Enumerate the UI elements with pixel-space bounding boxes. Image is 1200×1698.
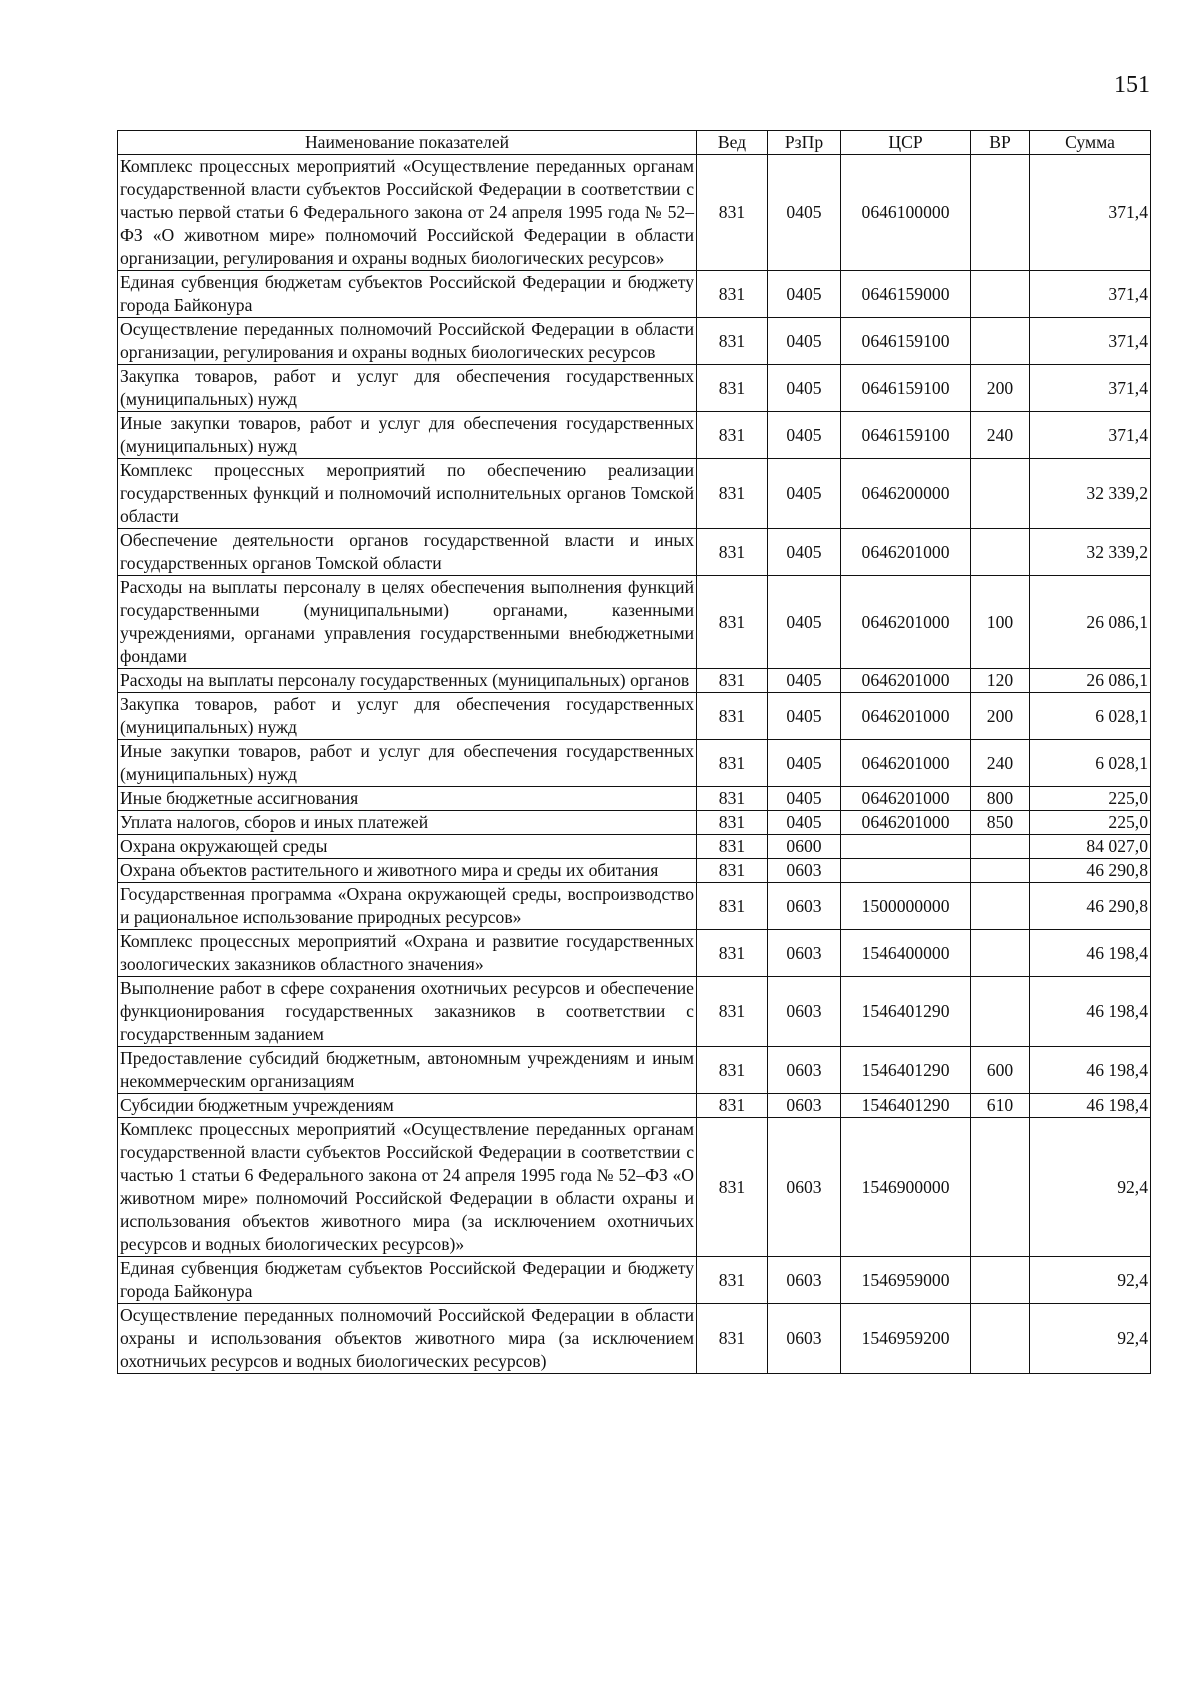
table-row [118,412,1151,459]
table-row [118,1094,1151,1118]
cell-name: Единая субвенция бюджетам субъектов Российской Федерации и бюджету города Байконура [118,271,697,318]
cell-vr [971,529,1030,576]
cell-rzpr: 0405 [768,412,841,459]
cell-name: Закупка товаров, работ и услуг для обеспечения государственных (муниципальных) нужд [118,693,697,740]
cell-vr: 200 [971,693,1030,740]
cell-ved: 831 [697,1118,768,1257]
cell-vr [971,977,1030,1047]
cell-sum: 371,4 [1030,155,1151,271]
cell-rzpr: 0405 [768,811,841,835]
cell-name: Охрана окружающей среды [118,835,697,859]
cell-name: Осуществление переданных полномочий Российской Федерации в области охраны и использования объектов животного мира (за исключением охотничьих ресурсов и водных биологических ресурсов) [118,1304,697,1374]
cell-rzpr: 0405 [768,669,841,693]
cell-name: Уплата налогов, сборов и иных платежей [118,811,697,835]
table-row [118,835,1151,859]
cell-rzpr: 0603 [768,1047,841,1094]
cell-csr: 0646201000 [841,576,971,669]
cell-rzpr: 0600 [768,835,841,859]
table-row [118,693,1151,740]
cell-name: Комплекс процессных мероприятий по обеспечению реализации государственных функций и полномочий исполнительных органов Томской области [118,459,697,529]
cell-ved: 831 [697,835,768,859]
table-row [118,930,1151,977]
table-row [118,859,1151,883]
cell-vr: 610 [971,1094,1030,1118]
cell-vr [971,930,1030,977]
cell-vr: 600 [971,1047,1030,1094]
cell-csr: 0646159000 [841,271,971,318]
cell-rzpr: 0405 [768,740,841,787]
cell-vr [971,1118,1030,1257]
cell-ved: 831 [697,930,768,977]
budget-table [117,130,1151,1374]
table-row [118,1257,1151,1304]
cell-rzpr: 0405 [768,529,841,576]
cell-ved: 831 [697,271,768,318]
table-row [118,318,1151,365]
cell-vr [971,271,1030,318]
table-row [118,459,1151,529]
cell-vr [971,155,1030,271]
header-ved: Вед [697,131,768,155]
cell-rzpr: 0603 [768,1118,841,1257]
cell-ved: 831 [697,529,768,576]
cell-name: Комплекс процессных мероприятий «Охрана и развитие государственных зоологических заказников областного значения» [118,930,697,977]
cell-sum: 225,0 [1030,811,1151,835]
table-row [118,740,1151,787]
header-csr: ЦСР [841,131,971,155]
cell-rzpr: 0405 [768,271,841,318]
cell-name: Осуществление переданных полномочий Российской Федерации в области организации, регулирования и охраны водных биологических ресурсов [118,318,697,365]
cell-name: Государственная программа «Охрана окружающей среды, воспроизводство и рациональное использование природных ресурсов» [118,883,697,930]
cell-vr: 200 [971,365,1030,412]
table-row [118,1118,1151,1257]
cell-sum: 371,4 [1030,271,1151,318]
cell-name: Обеспечение деятельности органов государственной власти и иных государственных органов Томской области [118,529,697,576]
cell-ved: 831 [697,693,768,740]
cell-name: Комплекс процессных мероприятий «Осуществление переданных органам государственной власти субъектов Российской Федерации в соответствии с частью 1 статьи 6 Федерального закона от 24 апреля 1995 года № 52–ФЗ «О животном мире» полномочий Российской Федерации в области охраны и использования объектов животного мира (за исключением охотничьих ресурсов и водных биологических ресурсов)» [118,1118,697,1257]
cell-rzpr: 0405 [768,693,841,740]
cell-ved: 831 [697,1257,768,1304]
cell-vr [971,1257,1030,1304]
cell-rzpr: 0405 [768,459,841,529]
cell-name: Предоставление субсидий бюджетным, автономным учреждениям и иным некоммерческим организациям [118,1047,697,1094]
cell-name: Закупка товаров, работ и услуг для обеспечения государственных (муниципальных) нужд [118,365,697,412]
cell-name: Единая субвенция бюджетам субъектов Российской Федерации и бюджету города Байконура [118,1257,697,1304]
table-row [118,1047,1151,1094]
cell-ved: 831 [697,883,768,930]
header-name: Наименование показателей [118,131,697,155]
cell-ved: 831 [697,155,768,271]
cell-rzpr: 0603 [768,883,841,930]
table-row [118,811,1151,835]
header-sum: Сумма [1030,131,1151,155]
cell-rzpr: 0603 [768,1304,841,1374]
cell-sum: 6 028,1 [1030,740,1151,787]
cell-ved: 831 [697,977,768,1047]
cell-rzpr: 0405 [768,155,841,271]
table-row [118,787,1151,811]
cell-csr: 1546900000 [841,1118,971,1257]
cell-sum: 92,4 [1030,1257,1151,1304]
cell-sum: 46 198,4 [1030,1047,1151,1094]
cell-csr: 0646201000 [841,529,971,576]
cell-ved: 831 [697,787,768,811]
cell-vr [971,883,1030,930]
table-row [118,576,1151,669]
cell-name: Иные закупки товаров, работ и услуг для обеспечения государственных (муниципальных) нужд [118,412,697,459]
cell-ved: 831 [697,859,768,883]
page-number: 151 [1114,72,1150,98]
cell-csr: 0646159100 [841,318,971,365]
cell-csr: 0646201000 [841,693,971,740]
cell-vr: 800 [971,787,1030,811]
table-row [118,883,1151,930]
cell-ved: 831 [697,811,768,835]
cell-csr: 1546400000 [841,930,971,977]
cell-ved: 831 [697,412,768,459]
cell-rzpr: 0603 [768,1257,841,1304]
cell-sum: 26 086,1 [1030,669,1151,693]
table-row [118,1304,1151,1374]
cell-csr: 0646201000 [841,811,971,835]
cell-sum: 46 198,4 [1030,977,1151,1047]
cell-vr [971,459,1030,529]
cell-rzpr: 0603 [768,1094,841,1118]
cell-vr: 120 [971,669,1030,693]
cell-csr: 0646159100 [841,365,971,412]
table-header-row [118,131,1151,155]
cell-ved: 831 [697,1304,768,1374]
cell-csr: 0646201000 [841,669,971,693]
cell-name: Расходы на выплаты персоналу в целях обеспечения выполнения функций государственными (муниципальными) органами, казенными учреждениями, органами управления государственными внебюджетными фондами [118,576,697,669]
cell-sum: 371,4 [1030,318,1151,365]
cell-sum: 371,4 [1030,412,1151,459]
cell-vr: 240 [971,412,1030,459]
cell-ved: 831 [697,669,768,693]
cell-rzpr: 0603 [768,930,841,977]
cell-ved: 831 [697,318,768,365]
cell-csr: 0646100000 [841,155,971,271]
cell-csr [841,835,971,859]
cell-csr: 1546401290 [841,1094,971,1118]
header-rzpr: РзПр [768,131,841,155]
cell-vr: 850 [971,811,1030,835]
cell-name: Выполнение работ в сфере сохранения охотничьих ресурсов и обеспечение функционирования государственных заказников в соответствии с государственным заданием [118,977,697,1047]
table-row [118,529,1151,576]
cell-sum: 225,0 [1030,787,1151,811]
cell-name: Иные бюджетные ассигнования [118,787,697,811]
cell-sum: 26 086,1 [1030,576,1151,669]
cell-vr: 100 [971,576,1030,669]
cell-csr: 1546959200 [841,1304,971,1374]
cell-name: Субсидии бюджетным учреждениям [118,1094,697,1118]
cell-rzpr: 0405 [768,365,841,412]
cell-name: Расходы на выплаты персоналу государственных (муниципальных) органов [118,669,697,693]
table-row [118,155,1151,271]
cell-csr: 1546959000 [841,1257,971,1304]
table-row [118,271,1151,318]
cell-name: Охрана объектов растительного и животного мира и среды их обитания [118,859,697,883]
cell-sum: 92,4 [1030,1118,1151,1257]
cell-rzpr: 0405 [768,576,841,669]
cell-vr: 240 [971,740,1030,787]
cell-csr: 0646201000 [841,740,971,787]
cell-rzpr: 0603 [768,977,841,1047]
cell-sum: 46 198,4 [1030,930,1151,977]
cell-sum: 46 198,4 [1030,1094,1151,1118]
table-row [118,977,1151,1047]
cell-csr: 0646200000 [841,459,971,529]
cell-sum: 32 339,2 [1030,529,1151,576]
cell-sum: 371,4 [1030,365,1151,412]
cell-csr: 1546401290 [841,1047,971,1094]
table-row [118,669,1151,693]
cell-vr [971,318,1030,365]
cell-ved: 831 [697,365,768,412]
cell-vr [971,835,1030,859]
cell-sum: 6 028,1 [1030,693,1151,740]
cell-vr [971,1304,1030,1374]
cell-sum: 92,4 [1030,1304,1151,1374]
cell-ved: 831 [697,1047,768,1094]
cell-rzpr: 0405 [768,318,841,365]
cell-rzpr: 0603 [768,859,841,883]
table-row [118,365,1151,412]
cell-sum: 84 027,0 [1030,835,1151,859]
cell-sum: 32 339,2 [1030,459,1151,529]
cell-sum: 46 290,8 [1030,859,1151,883]
cell-rzpr: 0405 [768,787,841,811]
cell-csr: 0646201000 [841,787,971,811]
cell-vr [971,859,1030,883]
cell-sum: 46 290,8 [1030,883,1151,930]
cell-name: Комплекс процессных мероприятий «Осуществление переданных органам государственной власти субъектов Российской Федерации в соответствии с частью первой статьи 6 Федерального закона от 24 апреля 1995 года № 52–ФЗ «О животном мире» полномочий Российской Федерации в области организации, регулирования и охраны водных биологических ресурсов» [118,155,697,271]
cell-ved: 831 [697,576,768,669]
header-vr: ВР [971,131,1030,155]
cell-csr: 1500000000 [841,883,971,930]
cell-ved: 831 [697,1094,768,1118]
cell-csr: 1546401290 [841,977,971,1047]
cell-ved: 831 [697,459,768,529]
cell-name: Иные закупки товаров, работ и услуг для обеспечения государственных (муниципальных) нужд [118,740,697,787]
cell-ved: 831 [697,740,768,787]
cell-csr [841,859,971,883]
cell-csr: 0646159100 [841,412,971,459]
